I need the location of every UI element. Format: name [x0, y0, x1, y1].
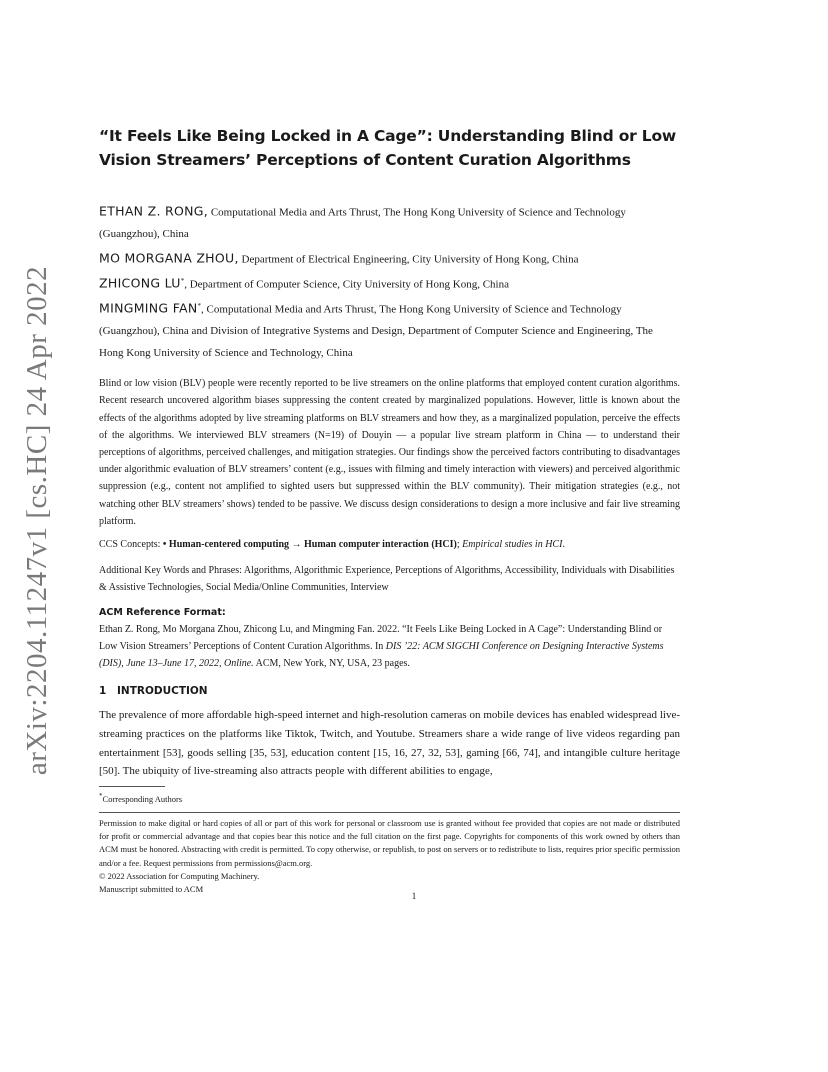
acm-reference-text: Ethan Z. Rong, Mo Morgana Zhou, Zhicong Lu, and Mingming Fan. 2022. “It Feels Like Being Locked in A Cage”: Understanding Blind or Low Vision Streamers’ Perceptions of Content Curation Algorithms. In [99, 623, 663, 652]
paper-content [99, 124, 680, 896]
acm-reference-venue: DIS ’22: ACM SIGCHI Conference on Designing Interactive Systems (DIS), June 13–June 17, 2022, Online. [99, 640, 664, 670]
manuscript-line: Manuscript submitted to ACM [99, 884, 204, 895]
ccs-end: . [562, 538, 565, 550]
footnote-mark: * [99, 792, 103, 801]
acm-reference-tail: ACM, New York, NY, USA, 23 pages. [253, 658, 410, 670]
author-affiliation: Department of Electrical Engineering, City University of Hong Kong, China [238, 253, 579, 266]
permission-text: Permission to make digital or hard copies of all or part of this work for personal or classroom use is granted without fee provided that copies are not made or distributed for profit or commercial advantage and that copies bear this notice and the full citation on the first page. Copyrights for components of this work owned by others than ACM must be honored. Abstracting with credit is permitted. To copy otherwise, or republish, to post on servers or to redistribute to lists, requires prior specific permission and/or a fee. Request permissions from permissions@acm.org. [99, 818, 680, 868]
acm-reference-heading: ACM Reference Format: [99, 606, 226, 618]
abstract: Blind or low vision (BLV) people were recently reported to be live streamers on the online platforms that employed content curation algorithms. Recent research uncovered algorithm biases suppressing the content created by marginalized populations. However, little is known about the effects of the algorithms adopted by live streaming platforms on BLV streamers and how they, as a marginalized population, perceive the effects of the algorithms. We interviewed BLV streamers (N=19) of Douyin — a popular live stream platform in China — to understand their perceptions of algorithms, perceived challenges, and mitigation strategies. Our findings show the perceived factors contributing to disadvantages under algorithmic evaluation of BLV streamers’ content (e.g., issues with filming and timely interaction with viewers) and perceived algorithmic suppression (e.g., content not amplified to sighted users but suppressed within the BLV community). Their mitigation strategies (e.g., not watching other BLV streamers’ shows) tended to be passive. We discuss design considerations to design a more inclusive and fair live streaming platform. [99, 378, 680, 527]
keywords: Additional Key Words and Phrases: Algorithms, Algorithmic Experience, Perceptions of Algorithms, Accessibility, Individuals with Disabilities & Assistive Technologies, Social Media/Online Communities, Interview [99, 564, 675, 594]
ccs-concept: Human-centered computing → Human computer interaction (HCI) [168, 538, 457, 550]
author-affiliation: , Department of Computer Science, City University of Hong Kong, China [184, 278, 509, 291]
section-heading-introduction [99, 683, 680, 699]
author-list [99, 199, 680, 364]
ccs-label: CCS Concepts: [99, 538, 163, 550]
author-affiliation: , Computational Media and Arts Thrust, The Hong Kong University of Science and Technology (Guangzhou), China and Division of Integrative Systems and Design, Department of Computer Science and Engineering, The Hong Kong University of Science and Technology, China [99, 303, 653, 359]
author-entry [99, 296, 680, 364]
arxiv-identifier-text: arXiv:2204.11247v1 [cs.HC] 24 Apr 2022 [21, 265, 54, 775]
permission-divider [99, 812, 680, 813]
footnote-text: Corresponding Authors [102, 794, 183, 805]
author-entry [99, 271, 680, 296]
introduction-paragraph: The prevalence of more affordable high-speed internet and high-resolution cameras on mobile devices has enabled widespread live-streaming practices on the platforms like Tiktok, Twitch, and Youtube. Streamers share a wide range of live videos regarding pan entertainment [53], goods selling [35, 53], education content [15, 16, 27, 32, 53], gaming [66, 74], and intangible culture heritage [50]. The ubiquity of live-streaming also attracts people with different abilities to engage, [99, 709, 680, 778]
paper-title: “It Feels Like Being Locked in A Cage”: Understanding Blind or Low Vision Streamers’ Perceptions of Content Curation Algorithms [99, 127, 677, 169]
section-title: INTRODUCTION [117, 685, 208, 698]
section-number: 1 [99, 685, 107, 698]
footnote [99, 790, 680, 806]
permission-notice [99, 817, 680, 896]
ccs-bullet: • [162, 538, 169, 550]
ccs-concepts [99, 536, 680, 553]
author-name: MINGMING FAN [99, 300, 198, 316]
ccs-subconcept: Empirical studies in HCI [462, 538, 563, 550]
author-name: MO MORGANA ZHOU, [99, 250, 239, 266]
acm-reference [99, 621, 680, 673]
arxiv-identifier [18, 265, 58, 775]
footnote-divider [99, 786, 165, 787]
ccs-separator: ; [456, 538, 463, 550]
page-number: 1 [411, 891, 417, 901]
author-entry [99, 246, 680, 271]
author-mark: * [180, 276, 185, 285]
author-name: ZHICONG LU [99, 275, 181, 291]
author-entry [99, 199, 680, 246]
author-name: ETHAN Z. RONG, [99, 203, 209, 219]
copyright-line: © 2022 Association for Computing Machinery. [99, 870, 260, 881]
author-affiliation: Computational Media and Arts Thrust, The Hong Kong University of Science and Technology (Guangzhou), China [99, 206, 626, 241]
author-mark: * [197, 301, 202, 310]
